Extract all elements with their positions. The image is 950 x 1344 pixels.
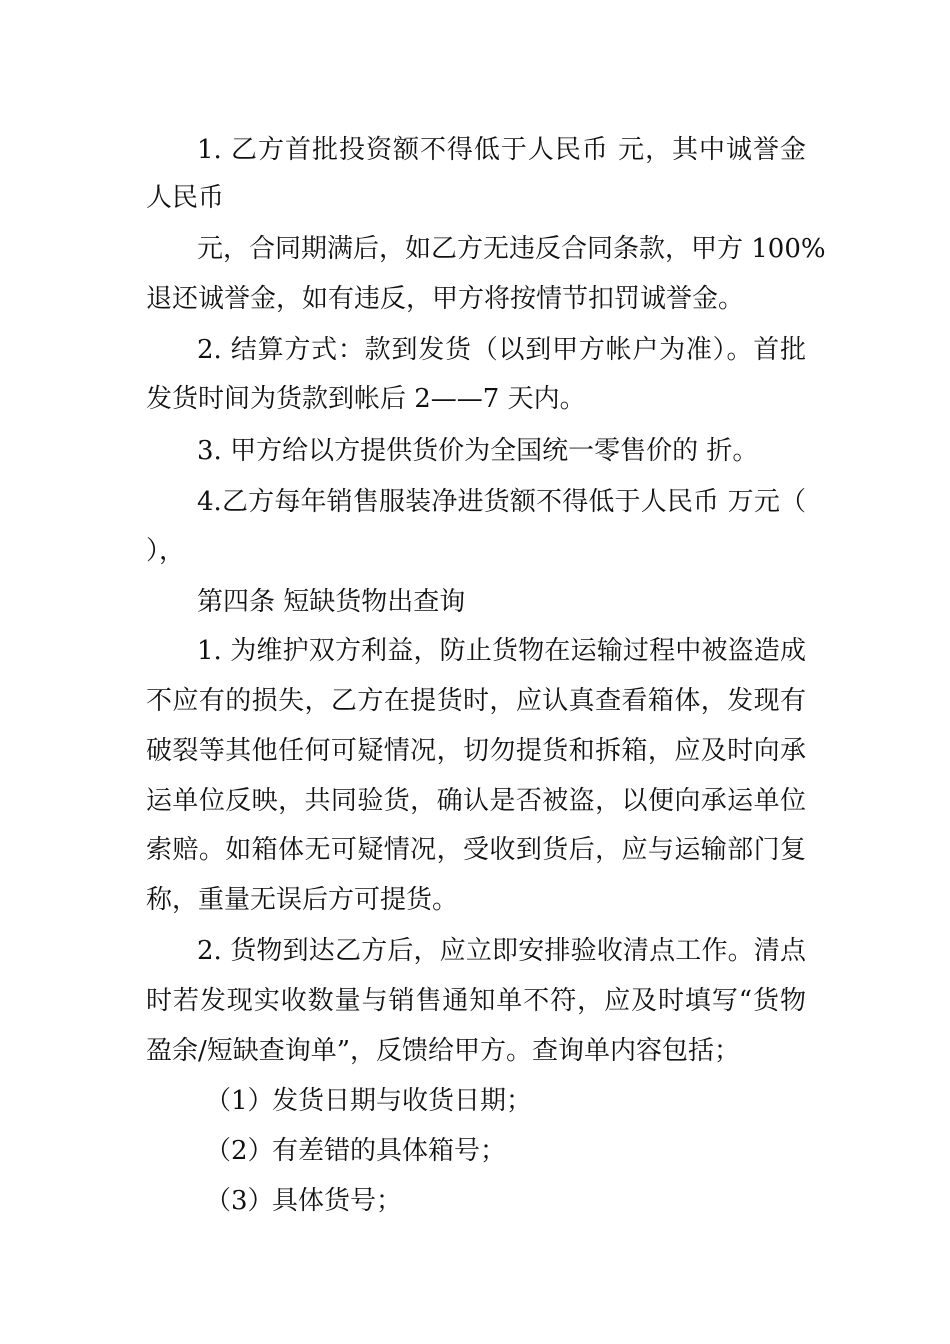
paragraph-line: 运单位反映，共同验货，确认是否被盗，以便向承运单位 bbox=[146, 786, 806, 816]
paragraph-line: 盈余/短缺查询单”，反馈给甲方。查询单内容包括； bbox=[146, 1036, 741, 1066]
paragraph-line: 退还诚誉金，如有违反，甲方将按情节扣罚诚誉金。 bbox=[146, 284, 745, 314]
paragraph-line: 破裂等其他任何可疑情况，切勿提货和拆箱，应及时向承 bbox=[146, 736, 806, 766]
paragraph-line: 元，合同期满后，如乙方无违反合同条款，甲方 100% bbox=[197, 234, 826, 264]
paragraph-line: 时若发现实收数量与销售通知单不符，应及时填写“货物 bbox=[146, 986, 806, 1016]
paragraph-line: 发货时间为货款到帐后 2——7 天内。 bbox=[146, 384, 586, 414]
paragraph-line: 2. 货物到达乙方后，应立即安排验收清点工作。清点 bbox=[197, 936, 806, 966]
paragraph-line: 2. 结算方式：款到发货（以到甲方帐户为准）。首批 bbox=[197, 335, 806, 365]
paragraph-line: 人民币 bbox=[146, 183, 225, 213]
list-item-number: （3） bbox=[205, 1186, 274, 1216]
paragraph-line: 3. 甲方给以方提供货价为全国统一零售价的 折。 bbox=[197, 436, 759, 466]
list-item-text: 有差错的具体箱号； bbox=[272, 1136, 507, 1166]
list-item-number: （2） bbox=[205, 1136, 274, 1166]
paragraph-line: 1. 乙方首批投资额不得低于人民币 元，其中诚誉金 bbox=[197, 135, 806, 165]
paragraph-line: 不应有的损失，乙方在提货时，应认真查看箱体，发现有 bbox=[146, 686, 806, 716]
paragraph-line: 称，重量无误后方可提货。 bbox=[146, 885, 459, 915]
list-item-text: 具体货号； bbox=[272, 1186, 403, 1216]
list-item-text: 发货日期与收货日期； bbox=[272, 1086, 533, 1116]
paragraph-line: 索赔。如箱体无可疑情况，受收到货后，应与运输部门复 bbox=[146, 835, 806, 865]
paragraph-line: 4.乙方每年销售服装净进货额不得低于人民币 万元（ bbox=[197, 487, 806, 517]
list-item-number: （1） bbox=[205, 1086, 274, 1116]
paragraph-line: 1. 为维护双方利益，防止货物在运输过程中被盗造成 bbox=[197, 636, 806, 666]
paragraph-line: ）， bbox=[146, 536, 186, 566]
section-heading: 第四条 短缺货物出查询 bbox=[197, 587, 466, 617]
